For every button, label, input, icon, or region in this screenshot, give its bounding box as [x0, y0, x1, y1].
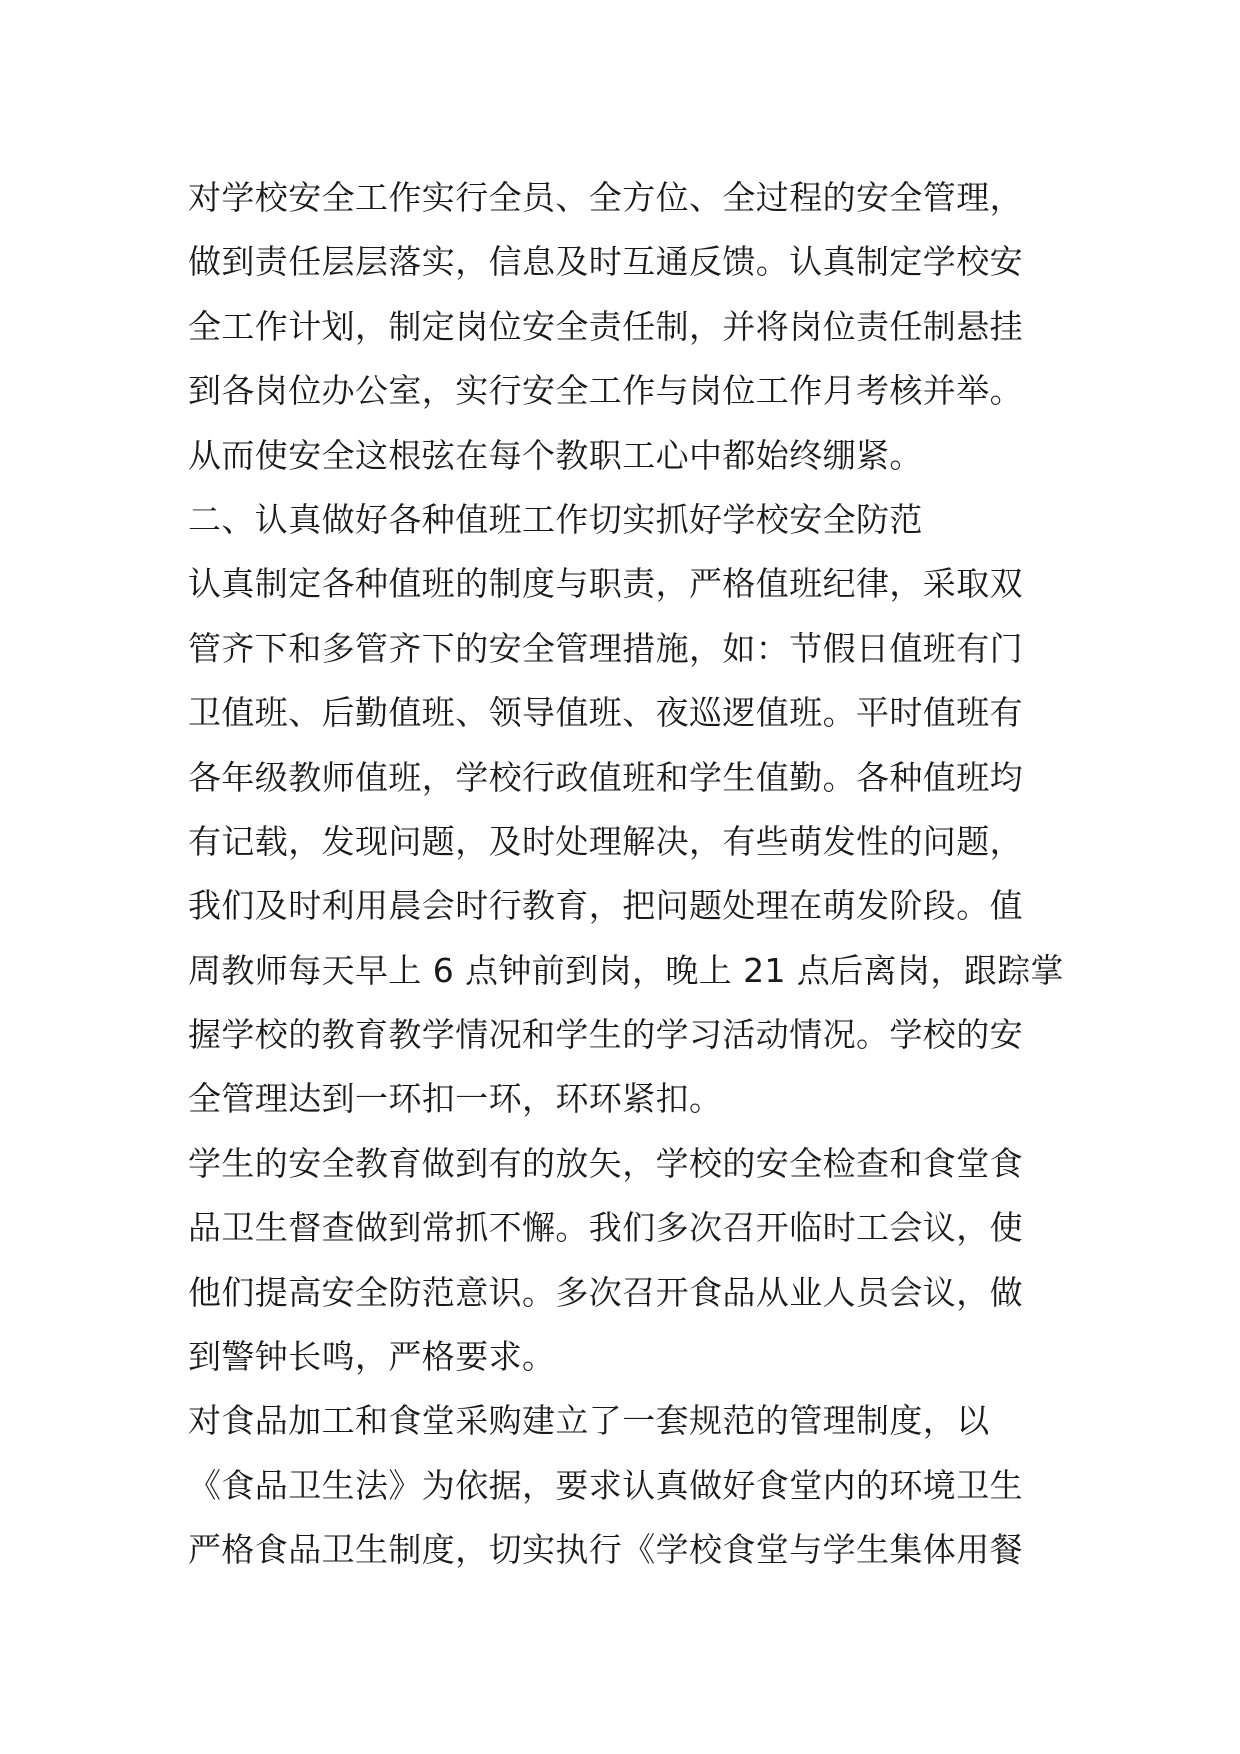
text-line: 卫值班、后勤值班、领导值班、夜巡逻值班。平时值班有 — [188, 693, 1023, 733]
text-line: 他们提高安全防范意识。多次召开食品从业人员会议，做 — [188, 1272, 1023, 1312]
text-line: 管齐下和多管齐下的安全管理措施，如：节假日值班有门 — [188, 628, 1023, 668]
text-line: 《食品卫生法》为依据，要求认真做好食堂内的环境卫生 — [188, 1465, 1023, 1505]
text-line: 学生的安全教育做到有的放矢，学校的安全检查和食堂食 — [188, 1143, 1023, 1183]
text-line: 周教师每天早上 6 点钟前到岗，晚上 21 点后离岗，跟踪掌 — [188, 950, 1064, 990]
text-line: 做到责任层层落实，信息及时互通反馈。认真制定学校安 — [188, 242, 1023, 282]
text-line: 我们及时利用晨会时行教育，把问题处理在萌发阶段。值 — [188, 886, 1023, 926]
section-heading: 二、认真做好各种值班工作切实抓好学校安全防范 — [188, 499, 923, 539]
text-line: 对食品加工和食堂采购建立了一套规范的管理制度，以 — [188, 1401, 990, 1441]
text-line: 品卫生督查做到常抓不懈。我们多次召开临时工会议，使 — [188, 1208, 1023, 1248]
text-line: 从而使安全这根弦在每个教职工心中都始终绷紧。 — [188, 435, 923, 475]
text-line: 握学校的教育教学情况和学生的学习活动情况。学校的安 — [188, 1015, 1023, 1055]
text-line: 有记载，发现问题，及时处理解决，有些萌发性的问题， — [188, 821, 1023, 861]
text-line: 到各岗位办公室，实行安全工作与岗位工作月考核并举。 — [188, 371, 1023, 411]
text-line: 严格食品卫生制度，切实执行《学校食堂与学生集体用餐 — [188, 1530, 1023, 1570]
text-line: 全工作计划，制定岗位安全责任制，并将岗位责任制悬挂 — [188, 306, 1023, 346]
text-line: 各年级教师值班，学校行政值班和学生值勤。各种值班均 — [188, 757, 1023, 797]
text-line: 全管理达到一环扣一环，环环紧扣。 — [188, 1079, 723, 1119]
text-line: 到警钟长鸣，严格要求。 — [188, 1337, 556, 1377]
text-line: 认真制定各种值班的制度与职责，严格值班纪律，采取双 — [188, 564, 1023, 604]
text-line: 对学校安全工作实行全员、全方位、全过程的安全管理， — [188, 178, 1023, 217]
body-text — [188, 166, 1068, 1583]
